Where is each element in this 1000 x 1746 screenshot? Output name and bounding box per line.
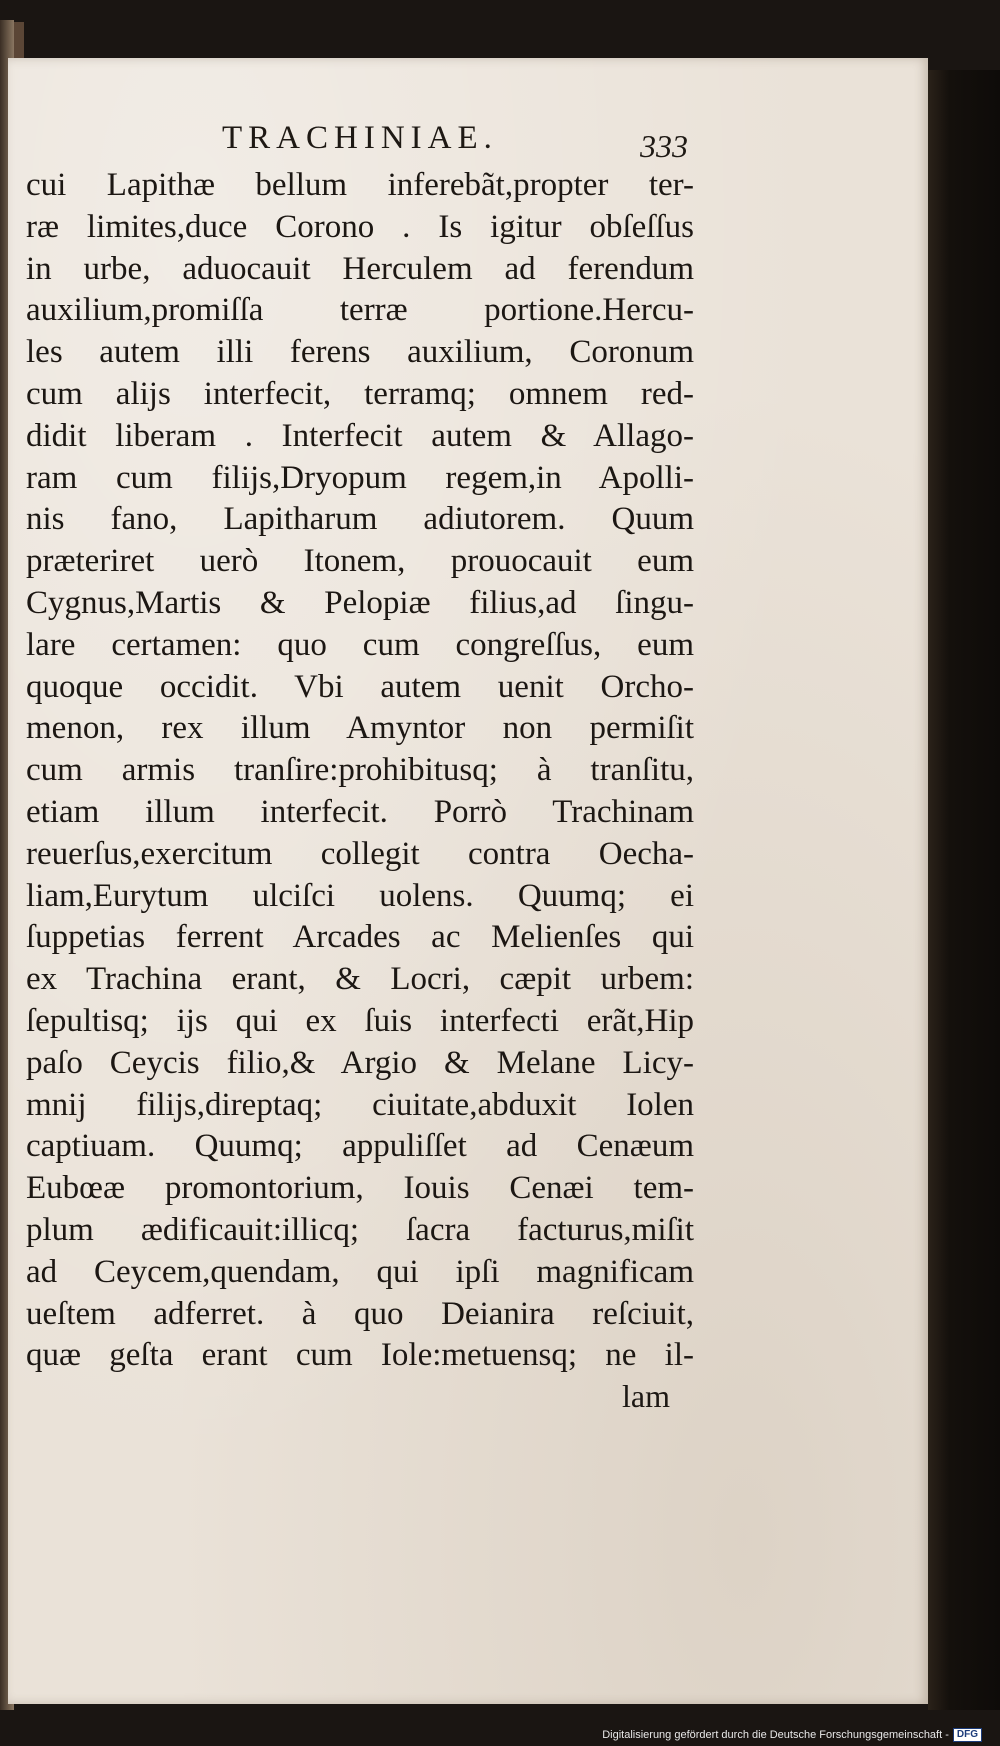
text-line: Eubœæ promontorium, Iouis Cenæi tem- xyxy=(26,1170,694,1207)
text-line: ueſtem adferret. à quo Deianira reſciuit, xyxy=(26,1295,694,1332)
dfg-logo: DFG xyxy=(953,1728,982,1742)
text-line: auxilium,promiſſa terræ portione.Hercu- xyxy=(26,292,694,329)
text-line: ſepultisq; ijs qui ex ſuis interfecti erãt,Hip xyxy=(26,1002,694,1039)
text-line: præteriret uerò Itonem, prouocauit eum xyxy=(26,543,694,580)
text-line: reuerſus,exercitum collegit contra Oecha- xyxy=(26,835,694,872)
text-line: cum alijs interfecit, terramq; omnem red- xyxy=(26,375,694,412)
text-line: plum ædificauit:illicq; ſacra facturus,miſit xyxy=(26,1211,694,1248)
text-line: ex Trachina erant, & Locri, cæpit urbem: xyxy=(26,961,694,998)
text-line: etiam illum interfecit. Porrò Trachinam xyxy=(26,793,694,830)
text-line: cui Lapithæ bellum inferebãt,propter ter- xyxy=(26,167,694,203)
catchword: lam xyxy=(622,1378,670,1414)
text-line: quoque occidit. Vbi autem uenit Orcho- xyxy=(26,668,694,705)
text-line: ram cum filijs,Dryopum regem,in Apolli- xyxy=(26,459,694,496)
text-line: nis fano, Lapitharum adiutorem. Quum xyxy=(26,501,694,538)
text-line: les autem illi ferens auxilium, Coronum xyxy=(26,334,694,371)
body-text xyxy=(26,165,694,1377)
text-line: didit liberam . Interfecit autem & Allago- xyxy=(26,417,694,454)
text-line: ad Ceycem,quendam, qui ipſi magnificam xyxy=(26,1253,694,1290)
text-line: in urbe, aduocauit Herculem ad ferendum xyxy=(26,250,694,287)
text-line: menon, rex illum Amyntor non permiſit xyxy=(26,710,694,747)
text-line: cum armis tranſire:prohibitusq; à tranſitu, xyxy=(26,752,694,789)
text-line: Cygnus,Martis & Pelopiæ filius,ad ſingu- xyxy=(26,584,694,621)
text-line: paſo Ceycis filio,& Argio & Melane Licy- xyxy=(26,1044,694,1081)
text-line: ræ limites,duce Corono . Is igitur obſeſſus xyxy=(26,208,694,245)
text-line: liam,Eurytum ulciſci uolens. Quumq; ei xyxy=(26,877,694,914)
text-line: quæ geſta erant cum Iole:metuensq; ne il- xyxy=(26,1337,694,1374)
scan-background-edge xyxy=(928,70,1000,1710)
digitization-credit xyxy=(602,1728,982,1742)
text-line: ſuppetias ferrent Arcades ac Melienſes qui xyxy=(26,919,694,956)
page-number: 333 xyxy=(640,128,688,164)
credit-text: Digitalisierung gefördert durch die Deutsche Forschungsgemeinschaft - xyxy=(602,1729,949,1741)
text-line: lare certamen: quo cum congreſſus, eum xyxy=(26,626,694,663)
running-head: TRACHINIAE. xyxy=(222,120,498,156)
text-line: captiuam. Quumq; appuliſſet ad Cenæum xyxy=(26,1128,694,1165)
text-line: mnij filijs,direptaq; ciuitate,abduxit Iolen xyxy=(26,1086,694,1123)
